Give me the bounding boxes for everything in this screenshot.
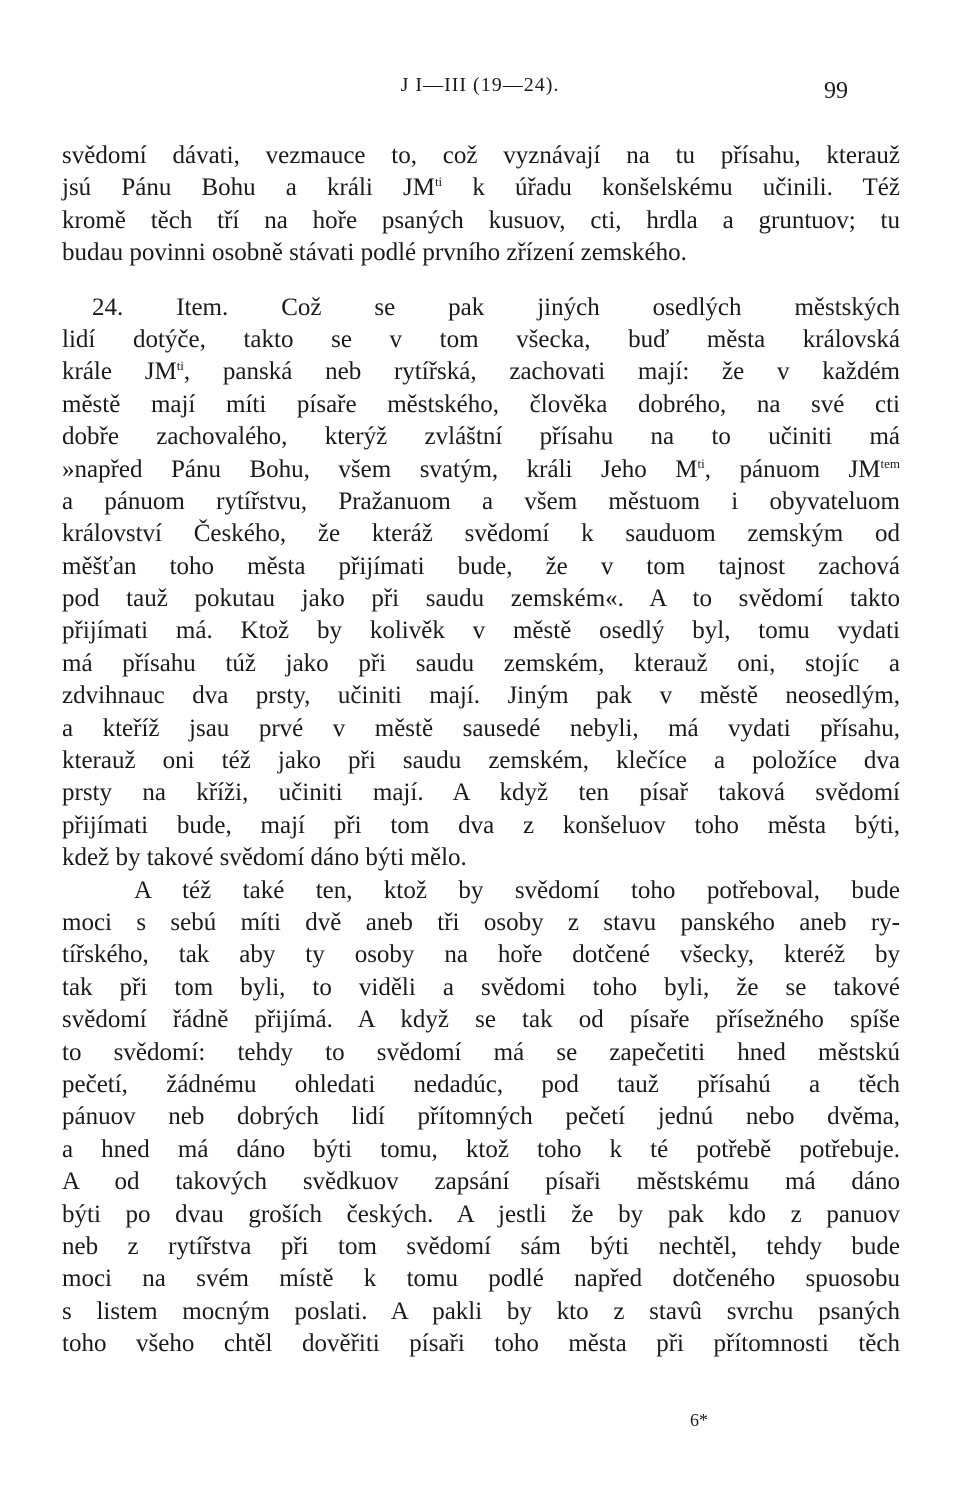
- text-line: pod tauž pokutau jako při saudu zemském«. A to svědomí takto: [62, 585, 900, 613]
- text-line: a kteříž jsau prvé v městě sausedé nebyli, má vydati přísahu,: [62, 714, 900, 742]
- text-line: 24. Item. Což se pak jiných osedlých městských: [92, 293, 900, 321]
- page-number: 99: [824, 78, 848, 104]
- text-line: s listem mocným poslati. A pakli by kto z stavû svrchu psaných: [62, 1297, 900, 1325]
- text-line: městě mají míti písaře městského, člověka dobrého, na své cti: [62, 390, 900, 418]
- text-line: A též také ten, ktož by svědomí toho potřeboval, bude: [134, 876, 900, 904]
- text-line: má přísahu túž jako při saudu zemském, kterauž oni, stojíc a: [62, 649, 900, 677]
- text-line: pečetí, žádnému ohledati nedadúc, pod tauž přísahú a těch: [62, 1070, 900, 1098]
- text-line: moci s sebú míti dvě aneb tři osoby z stavu panského aneb ry-: [62, 908, 900, 936]
- text-line: svědomí dávati, vezmauce to, což vyznávají na tu přísahu, kterauž: [62, 142, 900, 169]
- text-line: království Českého, že kteráž svědomí k sauduom zemským od: [62, 520, 900, 548]
- text-line: budau povinni osobně stávati podlé prvního zřízení zemského.: [62, 239, 687, 267]
- text-line: toho všeho chtěl dověřiti písaři toho města při přítomnosti těch: [62, 1330, 900, 1358]
- text-line: kdež by takové svědomí dáno býti mělo.: [62, 844, 467, 872]
- text-line: neb z rytířstva při tom svědomí sám býti nechtěl, tehdy bude: [62, 1232, 900, 1260]
- text-line: pánuov neb dobrých lidí přítomných pečetí jednú nebo dvěma,: [62, 1103, 900, 1131]
- text-line: prsty na kříži, učiniti mají. A když ten písař taková svědomí: [62, 779, 900, 807]
- text-line: »napřed Pánu Bohu, všem svatým, králi Jeho $M^{ti}$, pánuom $JM^{tem}$: [62, 455, 900, 483]
- text-line: dobře zachovalého, kterýž zvláštní přísahu na to učiniti má: [62, 423, 900, 451]
- page-header: [0, 74, 960, 104]
- text-line: A od takových svědkuov zapsání písaři městskému má dáno: [62, 1168, 900, 1196]
- text-line: tířského, tak aby ty osoby na hoře dotčené všecky, kteréž by: [62, 941, 900, 969]
- text-line: kterauž oni též jako při saudu zemském, klečíce a položíce dva: [62, 747, 900, 775]
- text-line: býti po dvau groších českých. A jestli že by pak kdo z panuov: [62, 1200, 900, 1228]
- text-line: měšťan toho města přijímati bude, že v tom tajnost zachová: [62, 552, 900, 580]
- text-line: a hned má dáno býti tomu, ktož toho k té potřebě potřebuje.: [62, 1135, 900, 1163]
- text-line: přijímati bude, mají při tom dva z konšeluov toho města býti,: [62, 811, 900, 839]
- text-line: krále $JM^{ti}$, panská neb rytířská, zachovati mají: že v každém: [62, 358, 901, 386]
- text-line: a pánuom rytířstvu, Pražanuom a všem městuom i obyvateluom: [62, 487, 900, 515]
- text-line: moci na svém místě k tomu podlé napřed dotčeného spuosobu: [62, 1265, 900, 1293]
- running-head: J I—III (19—24).: [400, 74, 560, 96]
- text-line: to svědomí: tehdy to svědomí má se zapečetiti hned městskú: [62, 1038, 900, 1066]
- superscript: ti: [434, 174, 443, 190]
- superscript: ti: [697, 455, 705, 471]
- superscript: ti: [176, 358, 184, 374]
- text-line: svědomí řádně přijímá. A když se tak od písaře přísežného spíše: [62, 1006, 900, 1034]
- text-line: zdvihnauc dva prsty, učiniti mají. Jiným pak v městě neosedlým,: [62, 682, 900, 710]
- text-line: kromě těch tří na hoře psaných kusuov, cti, hrdla a gruntuov; tu: [62, 206, 900, 234]
- text-line: jsú Pánu Bohu a králi $JM^{ti}$ k úřadu konšelskému učinili. Též: [62, 174, 900, 202]
- superscript: tem: [880, 455, 900, 471]
- body-text: [62, 140, 900, 1360]
- signature-mark: 6*: [690, 1410, 708, 1430]
- text-line: lidí dotýče, takto se v tom všecka, buď města královská: [62, 325, 900, 353]
- text-line: přijímati má. Ktož by kolivěk v městě osedlý byl, tomu vydati: [62, 617, 900, 645]
- text-line: tak při tom byli, to viděli a svědomi toho byli, že se takové: [62, 973, 900, 1001]
